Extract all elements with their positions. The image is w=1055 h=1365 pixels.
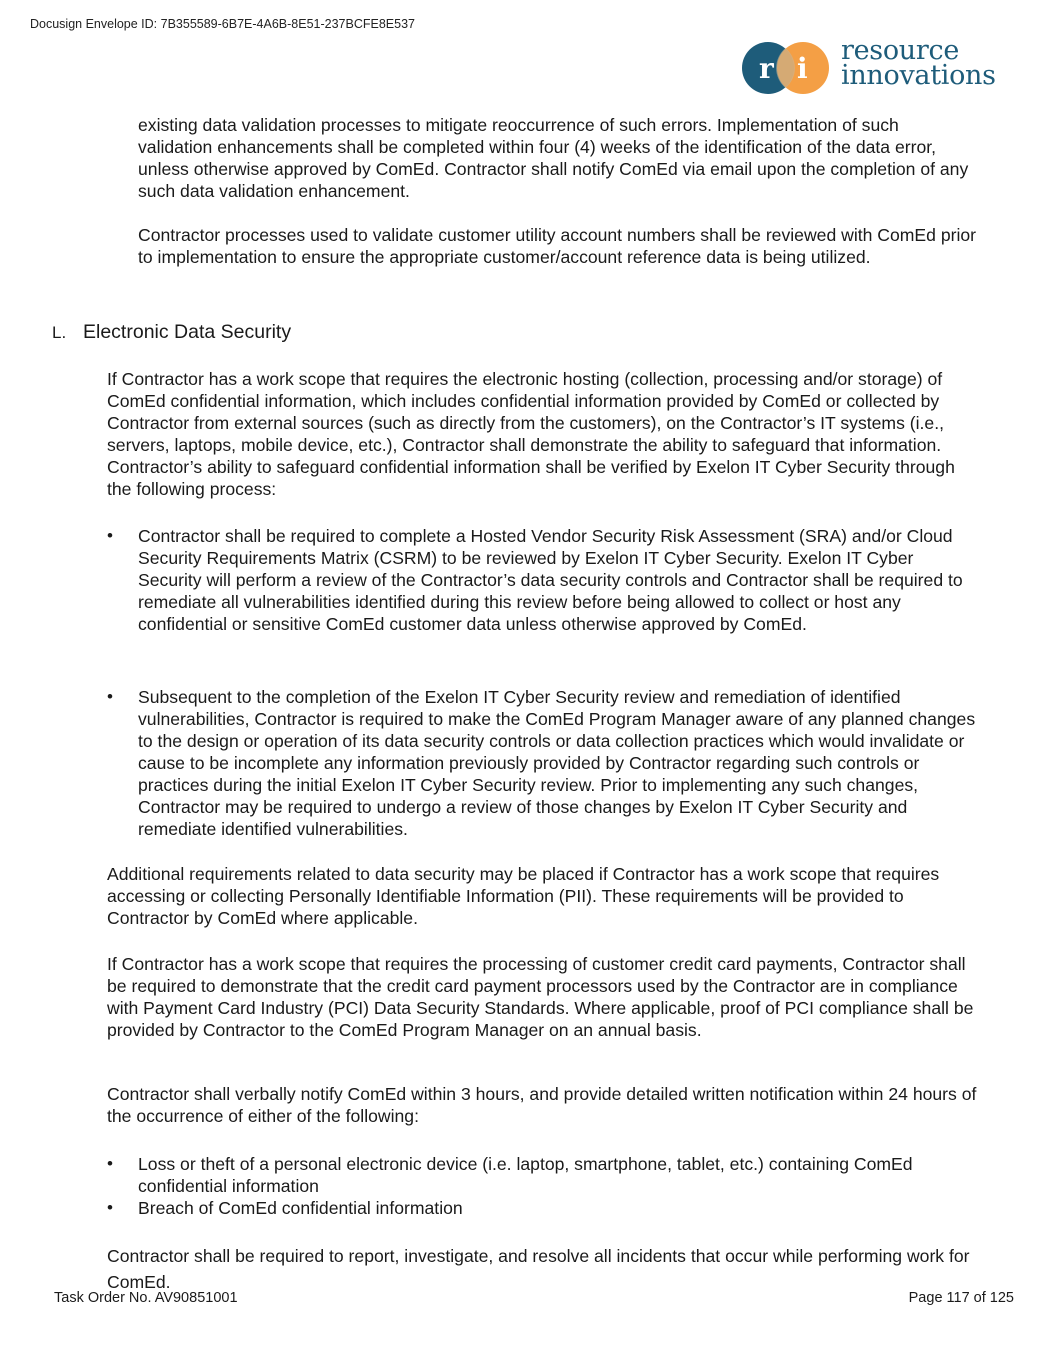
paragraph-pci: If Contractor has a work scope that requires the processing of customer credit card payments, Contractor shall be required to demonstrate that the credit card payment processors used by the Contractor are in compliance with Payment Card Industry (PCI) Data Security Standards. Where applicable, proof of PCI compliance shall be provided by Contractor to the ComEd Program Manager on an annual basis.: [107, 954, 974, 1040]
list-item-text: Breach of ComEd confidential information: [138, 1198, 463, 1218]
list-item-text: Subsequent to the completion of the Exelon IT Cyber Security review and remediation of identified vulnerabilities, Contractor is required to make the ComEd Program Manager aware of any planned changes to the design or operation of its data security controls or data collection practices which would invalidate or cause to be incomplete any information previously provided by Contractor regarding such controls or practices during the initial Exelon IT Cyber Security review. Prior to implementing any such changes, Contractor may be required to undergo a review of those changes by Exelon IT Cyber Security and remediate identified vulnerabilities.: [138, 687, 976, 839]
paragraph-notify: Contractor shall verbally notify ComEd within 3 hours, and provide detailed written notification within 24 hours of the occurrence of either of the following:: [107, 1084, 977, 1126]
logo-text-innovations: innovations: [841, 60, 996, 91]
section-heading: [52, 321, 291, 344]
footer-task-order: Task Order No. AV90851001: [54, 1290, 238, 1306]
section-title: Electronic Data Security: [83, 321, 292, 343]
logo-mark-icon: [741, 40, 833, 96]
list-item-text: Contractor shall be required to complete a Hosted Vendor Security Risk Assessment (SRA) and/or Cloud Security Requirements Matrix (CSRM) to be reviewed by Exelon IT Cyber Security. Exelon IT Cyber Security will perform a review of the Contractor’s data security controls and Contractor shall be required to remediate all vulnerabilities identified during this review before being allowed to collect or host any confidential or sensitive ComEd customer data unless otherwise approved by ComEd.: [138, 526, 963, 634]
paragraph-pii: Additional requirements related to data security may be placed if Contractor has a work scope that requires accessing or collecting Personally Identifiable Information (PII). These requirements will be provided to Contractor by ComEd where applicable.: [107, 864, 940, 928]
envelope-id: Docusign Envelope ID: 7B355589-6B7E-4A6B-8E51-237BCFE8E537: [30, 17, 415, 31]
logo-text: [841, 35, 996, 91]
list-item-text: Loss or theft of a personal electronic device (i.e. laptop, smartphone, tablet, etc.) containing ComEd confidential information: [138, 1154, 913, 1196]
bullet-icon: •: [107, 1154, 113, 1173]
paragraph-validation: existing data validation processes to mitigate reoccurrence of such errors. Implementation of such validation enhancements shall be completed within four (4) weeks of the identification of the data error, unless otherwise approved by ComEd. Contractor shall notify ComEd via email upon the completion of any such data validation enhancement.: [138, 115, 969, 201]
paragraph-account-validation: Contractor processes used to validate customer utility account numbers shall be reviewed with ComEd prior to implementation to ensure the appropriate customer/account reference data is being utilized.: [138, 225, 977, 267]
footer-page-number: Page 117 of 125: [908, 1290, 1014, 1306]
paragraph-intro: If Contractor has a work scope that requires the electronic hosting (collection, processing and/or storage) of ComEd confidential information, which includes confidential information provided by ComEd or collected by Contractor from external sources (such as directly from the customers), on the Contractor’s IT systems (i.e., servers, laptops, mobile device, etc.), Contractor shall demonstrate the ability to safeguard that information. Contractor’s ability to safeguard confidential information shall be verified by Exelon IT Cyber Security through the following process:: [107, 369, 955, 499]
section-letter: L.: [52, 323, 67, 342]
logo-text-resource: resource: [841, 35, 959, 66]
bullet-icon: •: [107, 687, 113, 706]
svg-text:i: i: [797, 52, 808, 85]
logo-mark-text: r: [759, 52, 774, 85]
bullet-icon: •: [107, 1198, 113, 1217]
paragraph-closing: Contractor shall be required to report, investigate, and resolve all incidents that occur while performing work for ComEd.: [107, 1246, 970, 1292]
bullet-icon: •: [107, 526, 113, 545]
company-logo: [741, 35, 1011, 96]
